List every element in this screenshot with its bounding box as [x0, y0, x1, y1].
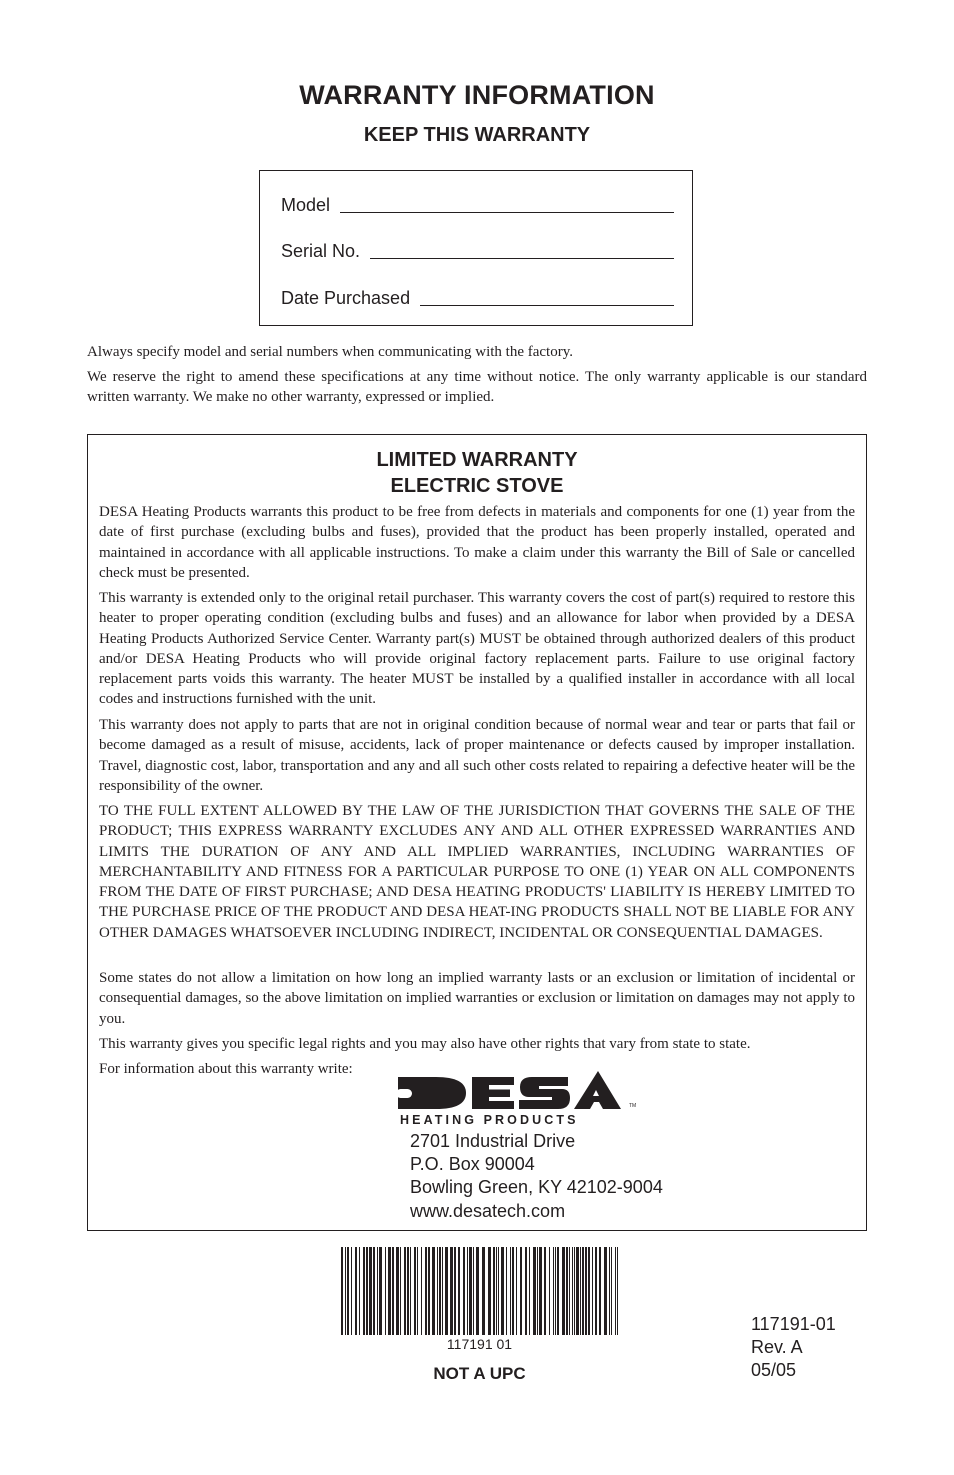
- model-line: [340, 211, 674, 213]
- barcode-bar: [512, 1247, 514, 1335]
- barcode-bar: [467, 1247, 468, 1335]
- barcode-bar: [410, 1247, 411, 1335]
- address-street: 2701 Industrial Drive: [410, 1131, 576, 1151]
- barcode-bar: [576, 1247, 579, 1335]
- barcode-bar: [377, 1247, 378, 1335]
- note-reserve: We reserve the right to amend these specifications at any time without notice. The only warranty applicable is our standard written warranty. We make no other warranty, expressed or implied.: [87, 369, 867, 405]
- barcode-bar: [557, 1247, 559, 1335]
- logo-tagline: HEATING PRODUCTS: [400, 1113, 579, 1127]
- barcode-bar: [404, 1247, 406, 1335]
- barcode-bar: [572, 1247, 573, 1335]
- barcode-bar: [501, 1247, 504, 1335]
- barcode-bar: [347, 1247, 349, 1335]
- barcode-bar: [549, 1247, 550, 1335]
- barcode-bar: [595, 1247, 597, 1335]
- barcode-bar: [585, 1247, 587, 1335]
- barcode-bar: [569, 1247, 570, 1335]
- document-date: 05/05: [751, 1360, 797, 1380]
- barcode-bar: [580, 1247, 581, 1335]
- registration-box: [259, 170, 693, 326]
- warranty-paragraph-5: Some states do not allow a limitation on how long an implied warranty lasts or an exclusion or limitation of incidental or consequential damages, so the above limitation on implied warranties or exclusion or limitation on damages may not apply to you.: [99, 970, 855, 1027]
- document-part-number: 117191-01: [751, 1314, 836, 1334]
- barcode-bar: [385, 1247, 386, 1335]
- barcode-bar: [498, 1247, 499, 1335]
- date-row: [281, 288, 674, 309]
- address-website: www.desatech.com: [410, 1201, 566, 1221]
- barcode-bar: [359, 1247, 360, 1335]
- barcode-bar: [510, 1247, 511, 1335]
- barcode-bar: [450, 1247, 453, 1335]
- barcode-bar: [582, 1247, 584, 1335]
- barcode-bar: [414, 1247, 416, 1335]
- barcode-bar: [396, 1247, 399, 1335]
- model-row: [281, 195, 674, 216]
- barcode-bar: [363, 1247, 365, 1335]
- barcode-bar: [445, 1247, 448, 1335]
- barcode-bar: [341, 1247, 343, 1335]
- barcode-bar: [373, 1247, 375, 1335]
- barcode-bar: [537, 1247, 538, 1335]
- barcode-bar: [592, 1247, 593, 1335]
- barcode-bar: [574, 1247, 575, 1335]
- barcode: [341, 1247, 618, 1335]
- warranty-paragraph-7: For information about this warranty write:: [99, 1061, 353, 1077]
- not-a-upc-label: NOT A UPC: [433, 1364, 526, 1383]
- barcode-bar: [525, 1247, 527, 1335]
- desa-logo: [396, 1067, 636, 1133]
- barcode-bar: [516, 1247, 517, 1335]
- barcode-bar: [476, 1247, 479, 1335]
- barcode-bar: [599, 1247, 601, 1335]
- barcode-bar: [425, 1247, 427, 1335]
- barcode-bar: [588, 1247, 590, 1335]
- barcode-bar: [379, 1247, 382, 1335]
- warranty-title-line1: LIMITED WARRANTY: [376, 449, 578, 471]
- barcode-bar: [432, 1247, 435, 1335]
- barcode-bar: [407, 1247, 409, 1335]
- warranty-title-line2: ELECTRIC STOVE: [390, 475, 564, 497]
- barcode-bar: [562, 1247, 565, 1335]
- barcode-bar: [529, 1247, 530, 1335]
- barcode-bar: [421, 1247, 422, 1335]
- barcode-bar: [458, 1247, 460, 1335]
- barcode-bar: [345, 1247, 346, 1335]
- barcode-bar: [496, 1247, 497, 1335]
- warranty-paragraph-1: DESA Heating Products warrants this product to be free from defects in materials and components for one (1) year from the date of first purchase (excluding bulbs and fuses), provided that the product has been properly installed, operated and maintained in accordance with all applicable instructions. To make a claim under this warranty the Bill of Sale or cancelled check must be presented.: [99, 504, 855, 581]
- serial-label: Serial No.: [281, 241, 361, 261]
- model-label: Model: [281, 195, 331, 215]
- barcode-bar: [493, 1247, 495, 1335]
- desa-wordmark: [396, 1071, 621, 1109]
- page-title: WARRANTY INFORMATION: [299, 80, 655, 110]
- trademark-symbol: TM: [629, 1103, 636, 1109]
- barcode-bar: [469, 1247, 472, 1335]
- barcode-bar: [473, 1247, 474, 1335]
- serial-line: [370, 257, 674, 259]
- barcode-number: 117191 01: [446, 1336, 513, 1352]
- address-pobox: P.O. Box 90004: [410, 1154, 535, 1174]
- warranty-title: [88, 447, 866, 499]
- barcode-bar: [553, 1247, 554, 1335]
- barcode-bar: [520, 1247, 522, 1335]
- barcode-bar: [611, 1247, 612, 1335]
- barcode-bar: [369, 1247, 372, 1335]
- barcode-bar: [437, 1247, 438, 1335]
- barcode-bar: [533, 1247, 536, 1335]
- barcode-bar: [463, 1247, 465, 1335]
- barcode-bar: [506, 1247, 507, 1335]
- barcode-bar: [439, 1247, 441, 1335]
- barcode-bar: [604, 1247, 607, 1335]
- note-specify: Always specify model and serial numbers when communicating with the factory.: [87, 344, 573, 360]
- date-purchased-label: Date Purchased: [281, 288, 411, 308]
- barcode-bar: [488, 1247, 491, 1335]
- page-subtitle: KEEP THIS WARRANTY: [363, 124, 591, 146]
- barcode-bar: [539, 1247, 542, 1335]
- barcode-bar: [392, 1247, 394, 1335]
- document-revision: Rev. A: [751, 1337, 803, 1357]
- warranty-paragraph-2: This warranty is extended only to the original retail purchaser. This warranty covers the cost of part(s) required to restore this heater to proper operating condition (excluding bulbs and fuses) and an allowance for labor when provided by a DESA Heating Products Authorized Service Center. Warranty part(s) MUST be obtained through authorized dealers of this product and/or DESA Heating Products who will provide original factory replacement parts. Failure to use original factory replacement parts voids this warranty. The heater MUST be installed by a qualified installer in accordance with all local codes and instructions furnished with the unit.: [99, 590, 855, 708]
- date-purchased-line: [420, 304, 674, 306]
- barcode-bar: [366, 1247, 368, 1335]
- barcode-bar: [617, 1247, 618, 1335]
- barcode-bar: [388, 1247, 391, 1335]
- barcode-bar: [442, 1247, 443, 1335]
- serial-row: [281, 241, 674, 262]
- barcode-bar: [400, 1247, 401, 1335]
- barcode-bar: [555, 1247, 556, 1335]
- barcode-bar: [454, 1247, 456, 1335]
- barcode-bar: [609, 1247, 610, 1335]
- barcode-bar: [482, 1247, 485, 1335]
- barcode-bar: [566, 1247, 568, 1335]
- barcode-bar: [351, 1247, 352, 1335]
- barcode-bar: [417, 1247, 418, 1335]
- barcode-bar: [615, 1247, 616, 1335]
- warranty-paragraph-4: TO THE FULL EXTENT ALLOWED BY THE LAW OF THE JURISDICTION THAT GOVERNS THE SALE OF THE PRODUCT; THIS EXPRESS WARRANTY EXCLUDES ANY AND ALL OTHER EXPRESSED WARRANTIES AND LIMITS THE DURATION OF ANY AND ALL IMPLIED WARRANTIES, INCLUDING WARRANTIES OF MERCHANTABILITY AND FITNESS FOR A PARTICULAR PURPOSE TO ONE (1) YEAR ON ALL COMPONENTS FROM THE DATE OF FIRST PURCHASE; AND DESA HEATING PRODUCTS' LIABILITY IS HEREBY LIMITED TO THE PURCHASE PRICE OF THE PRODUCT AND DESA HEAT-ING PRODUCTS SHALL NOT BE LIABLE FOR ANY OTHER DAMAGES WHATSOEVER INCLUDING INDIRECT, INCIDENTAL OR CONSEQUENTIAL DAMAGES.: [99, 803, 855, 941]
- limited-warranty-box: [87, 434, 867, 1231]
- address-city: Bowling Green, KY 42102-9004: [410, 1177, 663, 1197]
- barcode-bar: [355, 1247, 357, 1335]
- warranty-paragraph-6: This warranty gives you specific legal rights and you may also have other rights that vary from state to state.: [99, 1036, 751, 1052]
- barcode-bar: [428, 1247, 430, 1335]
- barcode-bar: [544, 1247, 546, 1335]
- warranty-paragraph-3: This warranty does not apply to parts that are not in original condition because of normal wear and tear or parts that fail or become damaged as a result of misuse, accidents, lack of proper maintenance or defects caused by improper installation. Travel, diagnostic cost, labor, transportation and any and all such other costs related to repairing a defective heater will be the responsibility of the owner.: [99, 717, 855, 794]
